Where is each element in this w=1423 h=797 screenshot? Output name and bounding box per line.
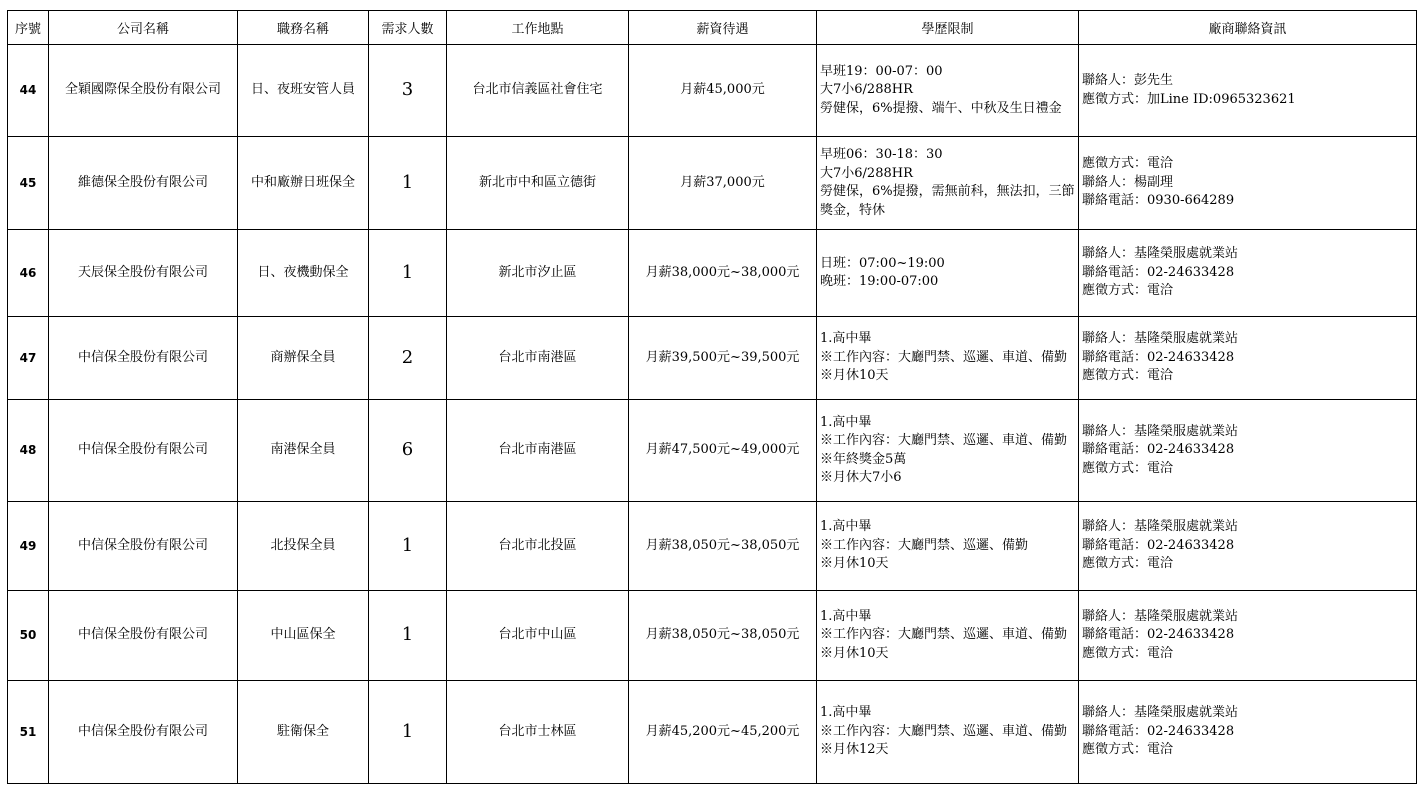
- education-line: 勞健保，6%提撥，需無前科，無法扣，三節獎金，特休: [820, 184, 1075, 218]
- job-listing-table: [7, 10, 1417, 784]
- headcount: 3: [369, 45, 447, 137]
- contact-line: 聯絡人：基隆榮服處就業站: [1082, 331, 1239, 347]
- contact-line: 聯絡人：楊副理: [1082, 174, 1174, 190]
- company-name: 中信保全股份有限公司: [49, 681, 238, 784]
- education-line: 1.高中畢: [820, 331, 872, 347]
- table-row: [8, 137, 1417, 230]
- headcount: 1: [369, 230, 447, 317]
- company-name: 中信保全股份有限公司: [49, 400, 238, 502]
- education-line: 大7小6/288HR: [820, 165, 913, 181]
- headcount: 1: [369, 591, 447, 681]
- education-requirements: [817, 137, 1079, 230]
- company-name: 中信保全股份有限公司: [49, 591, 238, 681]
- education-requirements: [817, 45, 1079, 137]
- education-requirements: [817, 317, 1079, 400]
- table-row: [8, 591, 1417, 681]
- contact-line: 聯絡電話：02-24633428: [1082, 627, 1235, 643]
- header-company: 公司名稱: [49, 11, 238, 45]
- contact-line: 聯絡人：基隆榮服處就業站: [1082, 519, 1239, 535]
- job-listing-sheet: [7, 10, 1416, 784]
- header-no: 序號: [8, 11, 49, 45]
- contact-info: [1079, 400, 1417, 502]
- headcount: 1: [369, 681, 447, 784]
- work-location: 台北市南港區: [447, 400, 629, 502]
- education-requirements: [817, 230, 1079, 317]
- contact-line: 聯絡人：基隆榮服處就業站: [1082, 705, 1239, 721]
- headcount: 1: [369, 502, 447, 591]
- header-position: 職務名稱: [238, 11, 369, 45]
- position-name: 中山區保全: [238, 591, 369, 681]
- table-row: [8, 681, 1417, 784]
- contact-line: 應徵方式：電洽: [1082, 742, 1174, 758]
- row-number: 49: [8, 502, 49, 591]
- contact-info: [1079, 45, 1417, 137]
- education-requirements: [817, 681, 1079, 784]
- education-line: ※工作內容：大廳門禁、巡邏、車道、備勤: [820, 433, 1068, 448]
- education-requirements: [817, 400, 1079, 502]
- contact-line: 聯絡人：基隆榮服處就業站: [1082, 608, 1239, 624]
- education-line: ※工作內容：大廳門禁、巡邏、車道、備勤: [820, 349, 1068, 365]
- education-line: 早班06：30-18：30: [820, 147, 943, 162]
- education-line: ※月休10天: [820, 645, 889, 661]
- headcount: 2: [369, 317, 447, 400]
- salary: 月薪39,500元~39,500元: [629, 317, 817, 400]
- contact-line: 應徵方式：電洽: [1082, 368, 1174, 384]
- position-name: 日、夜班安管人員: [238, 45, 369, 137]
- salary: 月薪45,200元~45,200元: [629, 681, 817, 784]
- salary: 月薪45,000元: [629, 45, 817, 137]
- contact-line: 應徵方式：電洽: [1082, 156, 1174, 172]
- education-line: 大7小6/288HR: [820, 82, 913, 98]
- education-line: 日班：07:00~19:00: [820, 255, 945, 271]
- contact-line: 應徵方式：加Line ID:0965323621: [1082, 91, 1296, 107]
- education-line: 1.高中畢: [820, 519, 872, 535]
- contact-info: [1079, 317, 1417, 400]
- contact-line: 應徵方式：電洽: [1082, 556, 1174, 572]
- salary: 月薪38,000元~38,000元: [629, 230, 817, 317]
- row-number: 47: [8, 317, 49, 400]
- position-name: 日、夜機動保全: [238, 230, 369, 317]
- header-count: 需求人數: [369, 11, 447, 45]
- row-number: 51: [8, 681, 49, 784]
- education-requirements: [817, 591, 1079, 681]
- salary: 月薪47,500元~49,000元: [629, 400, 817, 502]
- company-name: 中信保全股份有限公司: [49, 317, 238, 400]
- education-line: 1.高中畢: [820, 705, 872, 721]
- header-location: 工作地點: [447, 11, 629, 45]
- header-row: [8, 11, 1417, 45]
- salary: 月薪38,050元~38,050元: [629, 591, 817, 681]
- headcount: 6: [369, 400, 447, 502]
- work-location: 台北市北投區: [447, 502, 629, 591]
- contact-line: 聯絡人：彭先生: [1082, 73, 1174, 88]
- education-line: ※月休10天: [820, 368, 889, 384]
- table-row: [8, 230, 1417, 317]
- contact-line: 聯絡人：基隆榮服處就業站: [1082, 246, 1239, 262]
- row-number: 48: [8, 400, 49, 502]
- table-row: [8, 45, 1417, 137]
- header-contact: 廠商聯絡資訊: [1079, 11, 1417, 45]
- table-row: [8, 400, 1417, 502]
- work-location: 台北市中山區: [447, 591, 629, 681]
- education-line: 1.高中畢: [820, 414, 872, 430]
- education-line: ※月休12天: [820, 742, 889, 758]
- row-number: 45: [8, 137, 49, 230]
- work-location: 新北市汐止區: [447, 230, 629, 317]
- education-line: 勞健保，6%提撥、端午、中秋及生日禮金: [820, 100, 1062, 116]
- contact-line: 聯絡人：基隆榮服處就業站: [1082, 423, 1239, 439]
- contact-line: 聯絡電話：02-24633428: [1082, 537, 1235, 553]
- position-name: 南港保全員: [238, 400, 369, 502]
- education-line: ※工作內容：大廳門禁、巡邏、車道、備勤: [820, 627, 1068, 643]
- education-requirements: [817, 502, 1079, 591]
- salary: 月薪38,050元~38,050元: [629, 502, 817, 591]
- contact-line: 聯絡電話：0930-664289: [1082, 193, 1235, 209]
- education-line: ※工作內容：大廳門禁、巡邏、車道、備勤: [820, 723, 1068, 739]
- row-number: 44: [8, 45, 49, 137]
- education-line: ※月休10天: [820, 556, 889, 572]
- education-line: ※工作內容：大廳門禁、巡邏、備勤: [820, 537, 1029, 553]
- contact-line: 聯絡電話：02-24633428: [1082, 723, 1235, 739]
- contact-line: 聯絡電話：02-24633428: [1082, 442, 1235, 458]
- header-education: 學歷限制: [817, 11, 1079, 45]
- company-name: 天辰保全股份有限公司: [49, 230, 238, 317]
- position-name: 中和廠辦日班保全: [238, 137, 369, 230]
- education-line: ※月休大7小6: [820, 470, 902, 485]
- contact-line: 應徵方式：電洽: [1082, 645, 1174, 661]
- education-line: ※年終獎金5萬: [820, 451, 907, 467]
- education-line: 晚班：19:00-07:00: [820, 274, 939, 289]
- contact-info: [1079, 681, 1417, 784]
- company-name: 維德保全股份有限公司: [49, 137, 238, 230]
- contact-info: [1079, 137, 1417, 230]
- education-line: 1.高中畢: [820, 608, 872, 624]
- work-location: 台北市南港區: [447, 317, 629, 400]
- position-name: 北投保全員: [238, 502, 369, 591]
- education-line: 早班19：00-07：00: [820, 63, 943, 79]
- contact-info: [1079, 230, 1417, 317]
- position-name: 商辦保全員: [238, 317, 369, 400]
- table-row: [8, 317, 1417, 400]
- company-name: 全穎國際保全股份有限公司: [49, 45, 238, 137]
- contact-line: 聯絡電話：02-24633428: [1082, 264, 1235, 280]
- contact-info: [1079, 502, 1417, 591]
- table-row: [8, 502, 1417, 591]
- contact-info: [1079, 591, 1417, 681]
- row-number: 46: [8, 230, 49, 317]
- work-location: 台北市士林區: [447, 681, 629, 784]
- headcount: 1: [369, 137, 447, 230]
- salary: 月薪37,000元: [629, 137, 817, 230]
- position-name: 駐衛保全: [238, 681, 369, 784]
- work-location: 台北市信義區社會住宅: [447, 45, 629, 137]
- contact-line: 應徵方式：電洽: [1082, 460, 1174, 476]
- header-salary: 薪資待遇: [629, 11, 817, 45]
- work-location: 新北市中和區立德街: [447, 137, 629, 230]
- contact-line: 應徵方式：電洽: [1082, 283, 1174, 299]
- contact-line: 聯絡電話：02-24633428: [1082, 349, 1235, 365]
- company-name: 中信保全股份有限公司: [49, 502, 238, 591]
- row-number: 50: [8, 591, 49, 681]
- table-body: [8, 45, 1417, 784]
